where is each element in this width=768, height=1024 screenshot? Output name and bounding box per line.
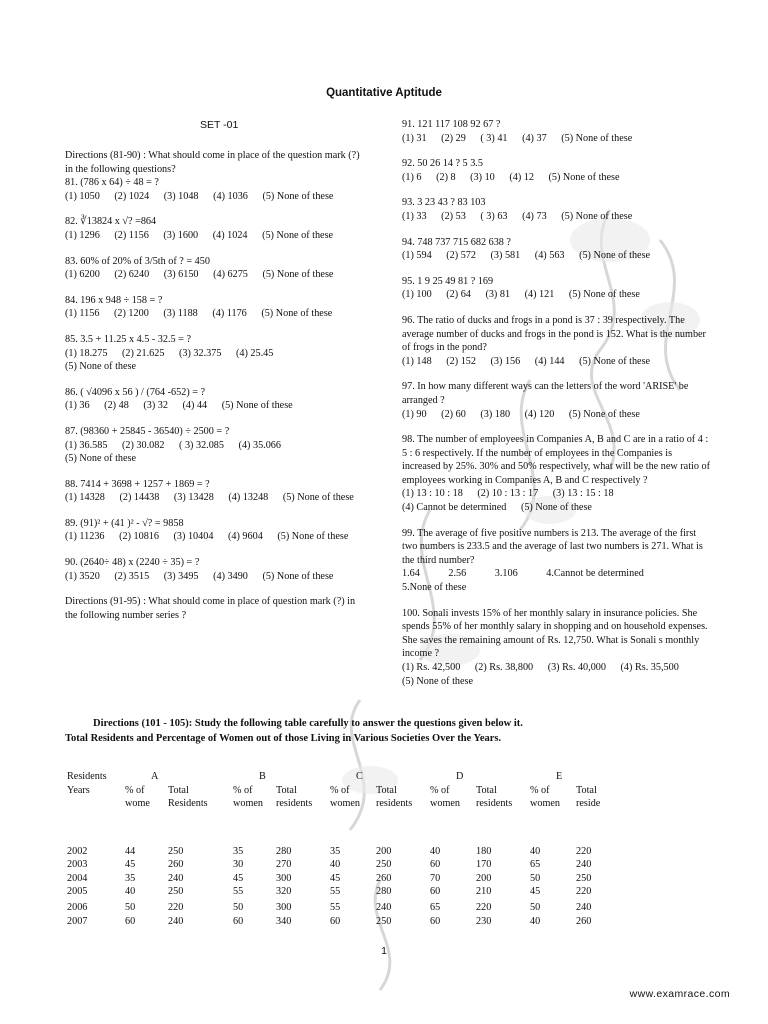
table-cell: 55 bbox=[233, 886, 244, 897]
answer-option: (2) 29 bbox=[441, 132, 466, 144]
answer-option: (3) 10404 bbox=[173, 531, 214, 543]
answer-option: (1) 594 bbox=[402, 250, 432, 262]
table-cell: 210 bbox=[476, 886, 492, 897]
answer-option: (5) None of these bbox=[579, 355, 651, 367]
table-cell: 200 bbox=[376, 845, 392, 857]
table-cell: 40 bbox=[430, 845, 441, 857]
answer-option: (3) 32 bbox=[143, 400, 168, 412]
answer-option: (5) None of these bbox=[282, 492, 354, 504]
header-years: Years bbox=[67, 784, 90, 796]
table-cell: 40 bbox=[530, 915, 541, 927]
table-cell: 250 bbox=[376, 915, 392, 927]
table-cell: 45 bbox=[330, 872, 341, 884]
header-residents: Residents bbox=[67, 771, 107, 782]
answer-option: (1) 100 bbox=[402, 289, 432, 301]
table-cell: 40 bbox=[125, 886, 136, 897]
answer-option: (4) 121 bbox=[524, 289, 555, 301]
answer-options bbox=[65, 439, 370, 466]
table-cell: 65 bbox=[530, 859, 541, 870]
question-text: 84. 196 x 948 ÷ 158 = ? bbox=[65, 294, 163, 306]
question-text: 98. The number of employees in Companies A, B and C are in a ratio of 4 : 5 : 6 respectively. If the number of employees in the Companies is increased by 25%. 30% and 50% respectively, what will be the new ratio of employees working in Companies A, B and C respectively ? bbox=[402, 434, 710, 486]
question-block bbox=[65, 333, 370, 374]
table-cell: 220 bbox=[168, 902, 184, 913]
question-text: 86. ( √4096 x 56 ) / (764 -652) = ? bbox=[65, 386, 206, 398]
answer-option: (5) None of these bbox=[561, 132, 633, 144]
answer-options bbox=[402, 249, 710, 263]
year-cell: 2003 bbox=[67, 859, 88, 870]
answer-option: (1) 6200 bbox=[65, 269, 100, 281]
answer-option: (2) 14438 bbox=[119, 492, 160, 504]
answer-options bbox=[402, 288, 710, 302]
answer-option: (2) 6240 bbox=[114, 269, 150, 281]
answer-option: (1) 33 bbox=[402, 210, 427, 222]
answer-option: (3) 1048 bbox=[163, 190, 199, 202]
answer-options bbox=[65, 530, 370, 544]
table-row bbox=[67, 845, 626, 859]
question-text: 92. 50 26 14 ? 5 3.5 bbox=[402, 158, 483, 170]
question-text: 95. 1 9 25 49 81 ? 169 bbox=[402, 275, 494, 287]
answer-option: (2) 1200 bbox=[113, 308, 149, 320]
table-cell: 340 bbox=[276, 915, 292, 927]
question-text: 85. 3.5 + 11.25 x 4.5 - 32.5 = ? bbox=[65, 333, 191, 345]
question-text: 91. 121 117 108 92 67 ? bbox=[402, 119, 501, 130]
answer-options bbox=[65, 347, 370, 374]
question-block bbox=[402, 607, 710, 689]
right-question-column bbox=[402, 118, 710, 700]
answer-option: (1) 36.585 bbox=[65, 439, 108, 451]
society-header: D bbox=[456, 771, 464, 782]
answer-option: (3) 3495 bbox=[163, 570, 199, 582]
column-subheader: Total residents bbox=[476, 784, 513, 809]
table-cell: 40 bbox=[530, 845, 541, 857]
question-block bbox=[65, 425, 370, 466]
table-cell: 250 bbox=[168, 845, 184, 857]
table-cell: 50 bbox=[233, 902, 244, 913]
answer-option: (3) 1600 bbox=[163, 229, 199, 241]
table-cell: 320 bbox=[276, 886, 292, 897]
answer-option: (4) 1024 bbox=[212, 229, 248, 241]
answer-option: (5) None of these bbox=[262, 229, 334, 241]
table-cell: 270 bbox=[276, 859, 292, 870]
answer-option: (1) 6 bbox=[402, 171, 422, 183]
table-cell: 70 bbox=[430, 872, 441, 884]
column-subheader: Total Residents bbox=[168, 784, 208, 809]
answer-option: (2) 152 bbox=[446, 355, 476, 367]
table-cell: 35 bbox=[330, 845, 341, 857]
answer-options bbox=[402, 408, 710, 422]
table-cell: 55 bbox=[330, 902, 341, 913]
year-cell: 2007 bbox=[67, 915, 88, 927]
table-cell: 260 bbox=[376, 872, 392, 884]
question-block bbox=[65, 595, 370, 622]
table-cell: 60 bbox=[125, 915, 136, 927]
year-cell: 2002 bbox=[67, 845, 88, 857]
question-text: 100. Sonali invests 15% of her monthly salary in insurance policies. She spends 55% of her monthly salary in shopping and on household expenses. She saves the remaining amount of Rs. 12,750. What is Sonali s monthly income ? bbox=[402, 607, 708, 660]
table-title: Total Residents and Percentage of Women out of those Living in Various Societies Over the Years. bbox=[65, 733, 502, 744]
table-cell: 260 bbox=[168, 859, 184, 870]
table-cell: 300 bbox=[276, 872, 292, 884]
page-title: Quantitative Aptitude bbox=[326, 87, 442, 99]
table-cell: 35 bbox=[233, 845, 244, 857]
answer-options bbox=[65, 268, 370, 282]
column-subheader: Total residents bbox=[276, 784, 313, 809]
answer-option: (3) 581 bbox=[490, 250, 521, 262]
answer-option: (5) None of these bbox=[402, 675, 474, 687]
answer-option: 2.56 bbox=[448, 568, 467, 580]
answer-option: (2) 8 bbox=[436, 171, 456, 183]
answer-option: (5) None of these bbox=[568, 289, 640, 301]
answer-option: 3.106 bbox=[494, 568, 518, 580]
table-cell: 280 bbox=[276, 845, 292, 857]
question-block bbox=[402, 527, 710, 595]
society-header: A bbox=[151, 771, 159, 782]
question-block bbox=[402, 157, 710, 184]
table-cell: 45 bbox=[233, 872, 244, 884]
answer-option: (3) 81 bbox=[485, 289, 511, 301]
table-cell: 250 bbox=[168, 886, 184, 897]
answer-option: (1) 148 bbox=[402, 355, 432, 367]
answer-option: (3) 10 bbox=[470, 171, 495, 183]
answer-option: (5) None of these bbox=[65, 361, 137, 373]
column-subheader: % of wome bbox=[125, 784, 150, 809]
society-header: E bbox=[556, 771, 563, 782]
answer-option: (4) 25.45 bbox=[236, 347, 274, 359]
question-block bbox=[402, 433, 710, 515]
column-subheader: % of women bbox=[233, 784, 263, 809]
question-text: 97. In how many different ways can the letters of the word 'ARISE' be arranged ? bbox=[402, 381, 689, 406]
column-subheader: % of women bbox=[330, 784, 360, 809]
table-cell: 55 bbox=[330, 886, 341, 897]
question-text: Directions (81-90) : What should come in place of the question mark (?) in the following questions? bbox=[65, 150, 360, 175]
answer-options bbox=[402, 661, 710, 688]
answer-option: (3) 32.375 bbox=[179, 347, 222, 359]
column-subheader: % of women bbox=[530, 784, 560, 809]
answer-option: (5) None of these bbox=[277, 531, 349, 543]
answer-option: (5) None of these bbox=[548, 171, 620, 183]
answer-option: (4) Rs. 35,500 bbox=[620, 662, 679, 673]
table-cell: 240 bbox=[168, 915, 184, 927]
answer-option: (2) 10816 bbox=[119, 531, 159, 543]
table-cell: 300 bbox=[276, 902, 292, 913]
table-cell: 50 bbox=[530, 872, 541, 884]
table-cell: 50 bbox=[125, 902, 136, 913]
table-cell: 44 bbox=[125, 845, 136, 857]
table-cell: 200 bbox=[476, 872, 492, 884]
answer-option: (5) None of these bbox=[568, 408, 640, 420]
answer-option: (1) 18.275 bbox=[65, 347, 108, 359]
question-block bbox=[402, 380, 710, 421]
year-cell: 2005 bbox=[67, 886, 88, 897]
answer-option: (3) 13 : 15 : 18 bbox=[552, 488, 614, 500]
question-text: 90. (2640÷ 48) x (2240 ÷ 35) = ? bbox=[65, 557, 200, 569]
question-block bbox=[65, 517, 370, 544]
answer-options bbox=[402, 567, 710, 594]
question-block bbox=[65, 215, 370, 242]
table-row bbox=[67, 901, 626, 915]
answer-options bbox=[65, 307, 370, 321]
answer-option: (2) 21.625 bbox=[122, 347, 165, 359]
answer-option: (1) 1296 bbox=[65, 229, 100, 241]
answer-option: (2) 1156 bbox=[114, 229, 149, 241]
answer-option: (4) 9604 bbox=[227, 531, 263, 543]
answer-option: (2) 1024 bbox=[114, 190, 150, 202]
table-cell: 220 bbox=[576, 886, 592, 897]
answer-option: (2) 3515 bbox=[114, 570, 150, 582]
table-cell: 60 bbox=[430, 886, 441, 897]
answer-option: (4) 44 bbox=[182, 400, 208, 412]
answer-options bbox=[402, 132, 710, 146]
answer-options bbox=[402, 487, 710, 514]
answer-option: (2) 60 bbox=[441, 408, 466, 420]
answer-option: (5) None of these bbox=[261, 308, 333, 320]
answer-option: (3) 1188 bbox=[163, 308, 198, 320]
table-cell: 170 bbox=[476, 859, 492, 870]
answer-option: (1) Rs. 42,500 bbox=[402, 662, 461, 673]
table-cell: 250 bbox=[376, 859, 392, 870]
answer-options bbox=[402, 210, 710, 224]
table-cell: 240 bbox=[376, 902, 392, 913]
page-number: 1 bbox=[381, 945, 387, 957]
table-cell: 220 bbox=[576, 845, 592, 857]
answer-option: (3) Rs. 40,000 bbox=[547, 662, 606, 673]
answer-option: (1) 11236 bbox=[65, 531, 105, 543]
answer-option: 5.None of these bbox=[402, 582, 467, 594]
question-text: 94. 748 737 715 682 638 ? bbox=[402, 236, 511, 248]
question-block bbox=[65, 294, 370, 321]
answer-option: (4) 1036 bbox=[213, 190, 248, 202]
answer-option: (4) 563 bbox=[534, 250, 565, 262]
site-url: www.examrace.com bbox=[629, 988, 730, 1000]
answer-option: (5) None of these bbox=[221, 400, 293, 412]
question-block bbox=[65, 255, 370, 282]
answer-option: (5) None of these bbox=[579, 250, 651, 262]
directions-101-105: Directions (101 - 105): Study the following table carefully to answer the questions given below it. bbox=[93, 718, 523, 729]
answer-option: (3) 13428 bbox=[173, 492, 214, 504]
answer-option: (5) None of these bbox=[262, 269, 334, 281]
question-block bbox=[402, 275, 710, 302]
answer-options bbox=[65, 399, 370, 413]
answer-option: (4) 3490 bbox=[213, 570, 248, 582]
answer-option: (2) 10 : 13 : 17 bbox=[477, 488, 539, 500]
set-label: SET -01 bbox=[200, 119, 239, 131]
column-subheader: Total residents bbox=[376, 784, 413, 809]
answer-option: (3) 180 bbox=[480, 408, 511, 420]
answer-options bbox=[65, 491, 370, 505]
answer-option: (1) 90 bbox=[402, 408, 427, 420]
table-cell: 60 bbox=[430, 915, 441, 927]
table-cell: 45 bbox=[125, 859, 136, 870]
answer-option: (2) 64 bbox=[446, 289, 471, 301]
question-text: 93. 3 23 43 ? 83 103 bbox=[402, 197, 486, 209]
table-cell: 230 bbox=[476, 915, 492, 927]
answer-option: ( 3) 32.085 bbox=[179, 439, 224, 451]
table-cell: 180 bbox=[476, 845, 492, 857]
table-cell: 60 bbox=[430, 859, 441, 870]
answer-option: (5) None of these bbox=[65, 453, 137, 465]
answer-option: (1) 14328 bbox=[65, 492, 105, 504]
answer-option: ( 3) 63 bbox=[480, 210, 508, 222]
answer-option: (5) None of these bbox=[262, 190, 334, 202]
answer-option: (2) 30.082 bbox=[122, 439, 165, 451]
answer-options bbox=[65, 229, 370, 243]
answer-option: (4) 37 bbox=[522, 132, 547, 144]
year-cell: 2006 bbox=[67, 902, 88, 913]
table-cell: 250 bbox=[576, 872, 592, 884]
table-row bbox=[67, 915, 626, 929]
answer-option: (2) 572 bbox=[446, 250, 476, 262]
answer-option: (4) 12 bbox=[509, 171, 534, 183]
answer-option: (4) 13248 bbox=[228, 492, 269, 504]
table-cell: 35 bbox=[125, 872, 136, 884]
answer-options bbox=[65, 190, 370, 204]
question-block bbox=[65, 386, 370, 413]
question-block bbox=[402, 236, 710, 263]
question-text: Directions (91-95) : What should come in place of question mark (?) in the following number series ? bbox=[65, 596, 356, 621]
table-cell: 30 bbox=[233, 859, 244, 870]
answer-option: (1) 3520 bbox=[65, 570, 100, 582]
question-text: 82. ∛13824 x √? =864 bbox=[65, 216, 157, 228]
table-cell: 65 bbox=[430, 902, 441, 913]
question-text: 83. 60% of 20% of 3/5th of ? = 450 bbox=[65, 255, 210, 267]
answer-option: 4.Cannot be determined bbox=[546, 568, 644, 580]
answer-option: (2) 53 bbox=[441, 210, 466, 222]
table-cell: 280 bbox=[376, 886, 392, 897]
column-subheader: % of women bbox=[430, 784, 460, 809]
answer-option: (3) 156 bbox=[490, 355, 521, 367]
question-text: 88. 7414 + 3698 + 1257 + 1869 = ? bbox=[65, 478, 210, 490]
answer-option: (4) 6275 bbox=[213, 269, 248, 281]
answer-option: (4) Cannot be determined bbox=[402, 502, 507, 514]
answer-options bbox=[402, 355, 710, 369]
column-subheader: Total reside bbox=[576, 784, 601, 809]
answer-option: (4) 1176 bbox=[212, 308, 247, 320]
answer-option: (4) 73 bbox=[522, 210, 547, 222]
table-cell: 60 bbox=[233, 915, 244, 927]
year-cell: 2004 bbox=[67, 872, 88, 884]
table-cell: 220 bbox=[476, 902, 492, 913]
society-header: B bbox=[259, 771, 266, 782]
answer-option: (4) 35.066 bbox=[238, 439, 281, 451]
answer-options bbox=[65, 570, 370, 584]
answer-option: 1.64 bbox=[402, 568, 420, 580]
answer-option: (1) 1050 bbox=[65, 190, 100, 202]
answer-option: (2) 48 bbox=[104, 400, 129, 412]
answer-option: (1) 1156 bbox=[65, 308, 100, 320]
left-question-column bbox=[65, 149, 370, 634]
question-text: 87. (98360 + 25845 - 36540) ÷ 2500 = ? bbox=[65, 425, 230, 437]
question-block bbox=[65, 556, 370, 583]
table-row bbox=[67, 872, 626, 886]
table-cell: 240 bbox=[168, 872, 184, 884]
table-directions bbox=[65, 716, 745, 746]
question-text: 96. The ratio of ducks and frogs in a pond is 37 : 39 respectively. The average number of ducks and frogs in the pond is 152. What is the number of frogs in the pond? bbox=[402, 314, 706, 354]
answer-option: (1) 13 : 10 : 18 bbox=[402, 488, 463, 500]
question-text: 99. The average of five positive numbers is 213. The average of the first two numbers is 233.5 and the average of last two numbers is 271. What is the third number? bbox=[402, 527, 703, 566]
society-header: C bbox=[356, 771, 363, 782]
answer-option: (4) 120 bbox=[524, 408, 555, 420]
question-block bbox=[65, 478, 370, 505]
answer-option: (2) Rs. 38,800 bbox=[474, 662, 534, 673]
table-cell: 240 bbox=[576, 859, 592, 870]
answer-option: (5) None of these bbox=[520, 502, 592, 514]
question-block bbox=[402, 314, 710, 368]
question-text: 81. (786 x 64) ÷ 48 = ? bbox=[65, 177, 159, 189]
answer-option: (4) 144 bbox=[534, 355, 565, 367]
question-block bbox=[402, 196, 710, 223]
question-block bbox=[402, 118, 710, 145]
answer-option: (5) None of these bbox=[262, 570, 334, 582]
table-cell: 60 bbox=[330, 915, 341, 927]
table-cell: 45 bbox=[530, 886, 541, 897]
question-block bbox=[65, 149, 370, 203]
table-cell: 240 bbox=[576, 902, 592, 913]
answer-option: (3) 6150 bbox=[163, 269, 199, 281]
answer-option: ( 3) 41 bbox=[480, 132, 508, 144]
table-cell: 50 bbox=[530, 902, 541, 913]
answer-option: (1) 31 bbox=[402, 132, 427, 144]
answer-option: (1) 36 bbox=[65, 400, 90, 412]
question-text: 89. (91)² + (41 )² - √? = 9858 bbox=[65, 517, 184, 529]
answer-options bbox=[402, 171, 710, 185]
table-row bbox=[67, 885, 626, 901]
table-cell: 260 bbox=[576, 915, 592, 927]
answer-option: (5) None of these bbox=[561, 210, 633, 222]
table-row bbox=[67, 858, 626, 872]
table-cell: 40 bbox=[330, 859, 341, 870]
residents-table bbox=[67, 770, 626, 928]
